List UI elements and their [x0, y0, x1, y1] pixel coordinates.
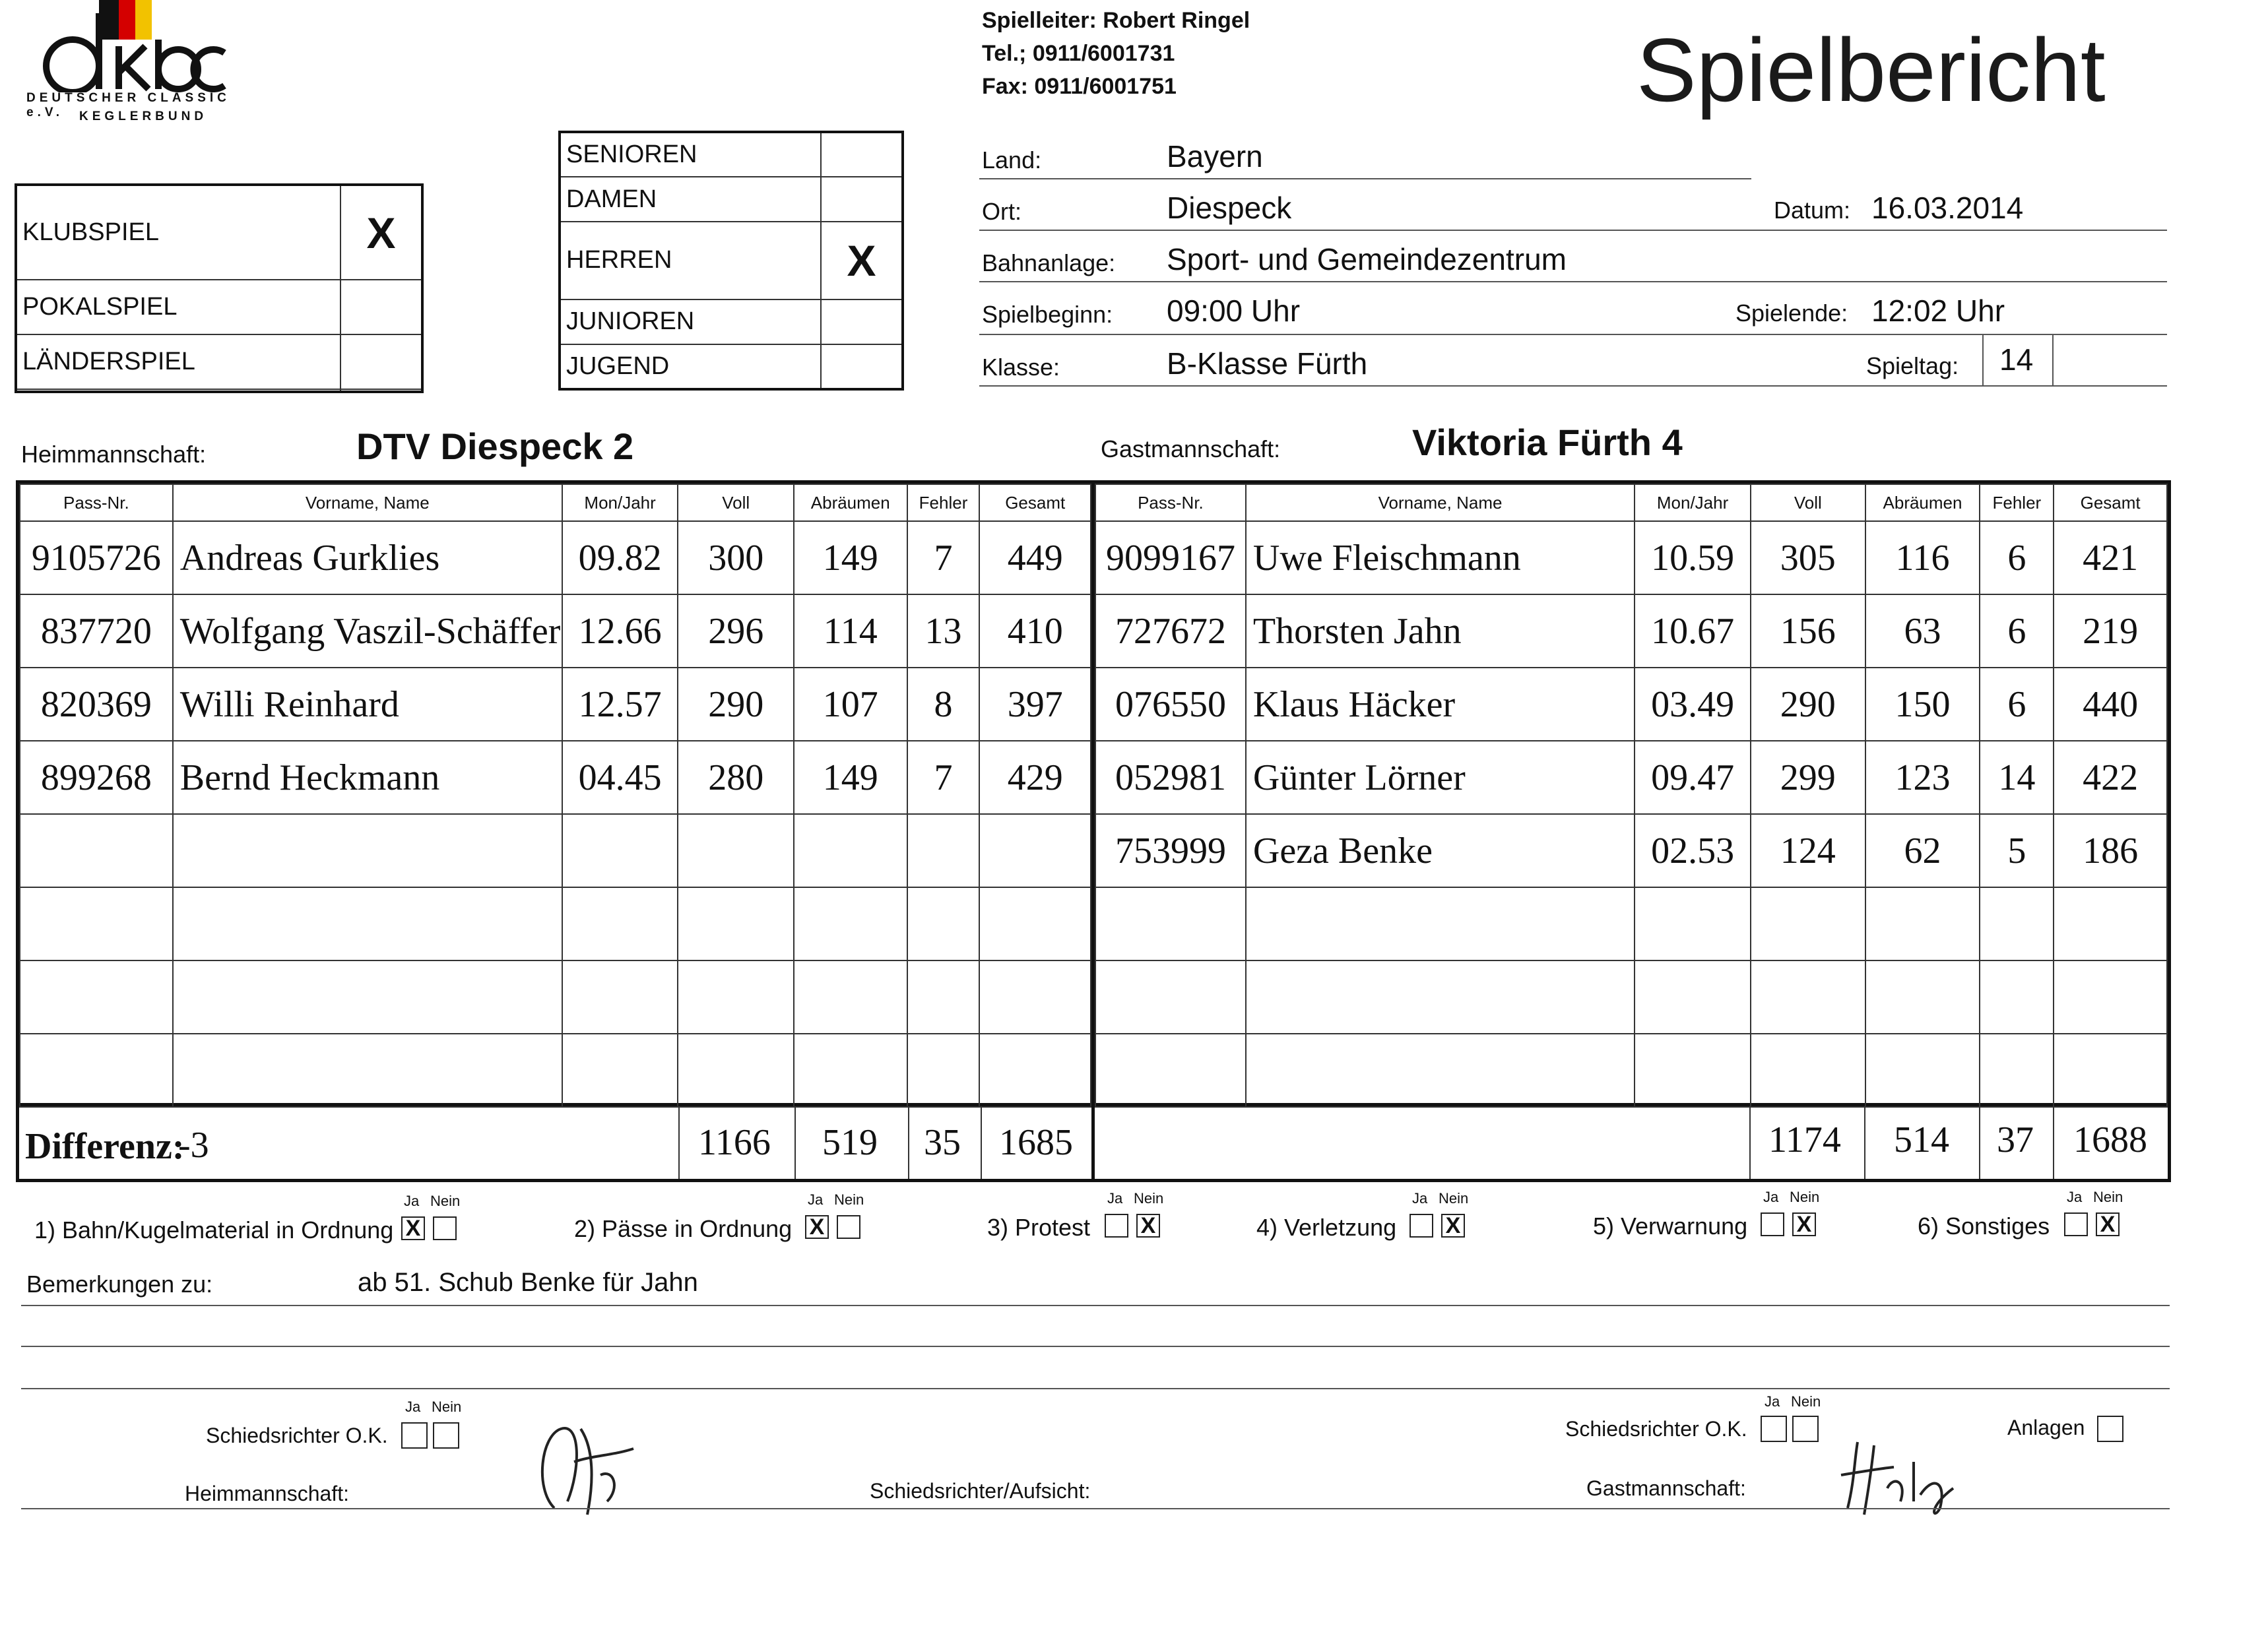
table-row-empty[interactable]	[20, 887, 1091, 960]
guest-score-table	[1095, 484, 2168, 1108]
nein-label: Nein	[834, 1191, 864, 1208]
empty-cell[interactable]	[20, 887, 173, 960]
pass-nr-cell[interactable]: 753999	[1095, 814, 1246, 887]
pass-nr-cell[interactable]: 820369	[20, 668, 173, 741]
col-abraeumen: Abräumen	[1865, 484, 1980, 521]
match-type-mark[interactable]	[340, 334, 421, 389]
mon-jahr-cell[interactable]: 04.45	[562, 741, 678, 814]
category-label: SENIOREN	[561, 133, 821, 177]
empty-cell[interactable]	[1865, 1034, 1980, 1107]
empty-cell[interactable]	[1635, 887, 1751, 960]
empty-cell[interactable]	[562, 1034, 678, 1107]
abraeumen-cell[interactable]: 107	[794, 668, 907, 741]
col-abraeumen: Abräumen	[794, 484, 907, 521]
guest-team-label: Gastmannschaft:	[1101, 435, 1281, 462]
empty-cell[interactable]	[678, 960, 793, 1034]
match-type-row[interactable]	[17, 280, 421, 334]
col-name: Vorname, Name	[1246, 484, 1635, 521]
gesamt-cell[interactable]: 219	[2054, 594, 2167, 668]
ja-checkbox[interactable]	[1761, 1212, 1784, 1236]
empty-cell[interactable]	[20, 1034, 173, 1107]
player-name-cell[interactable]: Thorsten Jahn	[1246, 594, 1635, 668]
klasse-label: Klasse:	[982, 354, 1060, 381]
abraeumen-cell[interactable]: 114	[794, 594, 907, 668]
ort-label: Ort:	[982, 198, 1021, 225]
klasse-value[interactable]: B-Klasse Fürth	[1167, 346, 1368, 381]
ja-label: Ja	[1765, 1393, 1780, 1410]
nein-label: Nein	[430, 1193, 461, 1209]
empty-cell[interactable]	[2054, 960, 2167, 1034]
table-row-empty[interactable]	[1095, 1034, 2167, 1107]
guest-header-row	[1095, 484, 2167, 521]
spieltag-value[interactable]: 14	[1999, 342, 2034, 377]
ja-label: Ja	[2067, 1189, 2083, 1205]
col-fehler: Fehler	[1980, 484, 2054, 521]
table-row[interactable]	[20, 521, 1091, 594]
empty-cell[interactable]	[1635, 1034, 1751, 1107]
voll-cell[interactable]: 124	[1751, 814, 1865, 887]
fax: Fax: 0911/6001751	[982, 74, 1177, 99]
check-item-3	[987, 1190, 1198, 1249]
fehler-cell[interactable]: 5	[1980, 814, 2054, 887]
empty-cell[interactable]	[794, 814, 907, 887]
nein-checkbox[interactable]	[433, 1422, 459, 1449]
pass-nr-cell[interactable]: 727672	[1095, 594, 1246, 668]
pass-nr-cell[interactable]: 837720	[20, 594, 173, 668]
table-row[interactable]	[1095, 521, 2167, 594]
empty-cell[interactable]	[979, 960, 1091, 1034]
ja-label: Ja	[405, 1399, 421, 1415]
empty-cell[interactable]	[562, 814, 678, 887]
totals-sep	[981, 1106, 982, 1179]
home-signature	[535, 1409, 640, 1521]
empty-cell[interactable]	[979, 887, 1091, 960]
player-name-cell[interactable]: Günter Lörner	[1246, 741, 1635, 814]
guest-total-voll[interactable]: 1174	[1768, 1119, 1841, 1160]
pass-nr-cell[interactable]: 052981	[1095, 741, 1246, 814]
empty-cell[interactable]	[1751, 887, 1865, 960]
spielende-label: Spielende:	[1735, 299, 1848, 327]
match-type-label	[17, 389, 340, 391]
abraeumen-cell[interactable]: 123	[1865, 741, 1980, 814]
totals-sep	[1749, 1106, 1751, 1179]
home-header-row	[20, 484, 1091, 521]
col-mon-jahr: Mon/Jahr	[562, 484, 678, 521]
signature-rule	[21, 1508, 2170, 1509]
home-table-wrap	[19, 484, 1091, 1108]
check-item-5	[1593, 1189, 1831, 1248]
empty-cell[interactable]	[907, 814, 980, 887]
nein-checkbox[interactable]: X	[1441, 1214, 1465, 1238]
empty-cell[interactable]	[562, 960, 678, 1034]
gesamt-cell[interactable]: 440	[2054, 668, 2167, 741]
fehler-cell[interactable]: 8	[907, 668, 980, 741]
category-row[interactable]	[561, 222, 901, 299]
empty-cell[interactable]	[678, 814, 793, 887]
differenz-value[interactable]: -3	[178, 1125, 209, 1166]
home-total-voll[interactable]: 1166	[698, 1122, 771, 1163]
spieltag-label: Spieltag:	[1866, 352, 1959, 379]
table-row[interactable]	[1095, 594, 2167, 668]
match-type-table	[17, 186, 421, 391]
player-name-cell[interactable]: Wolfgang Vaszil-Schäffer	[173, 594, 562, 668]
nein-checkbox[interactable]: X	[1136, 1214, 1160, 1238]
referee-sign-label: Schiedsrichter/Aufsicht:	[870, 1479, 1091, 1503]
table-row[interactable]	[1095, 741, 2167, 814]
gesamt-cell[interactable]: 429	[979, 741, 1091, 814]
col-voll: Voll	[678, 484, 793, 521]
datum-value[interactable]: 16.03.2014	[1871, 191, 2024, 225]
anlagen-checkbox[interactable]	[2097, 1416, 2123, 1442]
home-total-abraeumen[interactable]: 519	[822, 1122, 878, 1163]
check-label: 4) Verletzung	[1256, 1214, 1397, 1241]
referee-ok-label: Schiedsrichter O.K.	[1565, 1417, 1747, 1441]
bahnanlage-value[interactable]: Sport- und Gemeindezentrum	[1167, 242, 1567, 276]
remarks-text[interactable]: ab 51. Schub Benke für Jahn	[358, 1268, 698, 1297]
ja-label: Ja	[404, 1193, 420, 1209]
abraeumen-cell[interactable]: 116	[1865, 521, 1980, 594]
empty-cell[interactable]	[20, 960, 173, 1034]
check-label: 5) Verwarnung	[1593, 1212, 1748, 1240]
remarks-label: Bemerkungen zu:	[26, 1271, 213, 1298]
table-row-empty[interactable]	[1095, 887, 2167, 960]
empty-cell[interactable]	[1980, 1034, 2054, 1107]
table-row-empty[interactable]	[1095, 960, 2167, 1034]
ja-checkbox[interactable]: X	[805, 1215, 829, 1239]
gesamt-cell[interactable]: 422	[2054, 741, 2167, 814]
empty-cell[interactable]	[1751, 960, 1865, 1034]
ort-value[interactable]: Diespeck	[1167, 191, 1292, 225]
category-row[interactable]	[561, 133, 901, 177]
ja-label: Ja	[1412, 1190, 1428, 1207]
match-type-row[interactable]	[17, 389, 421, 391]
empty-cell[interactable]	[678, 1034, 793, 1107]
table-row-empty[interactable]	[20, 814, 1091, 887]
ja-checkbox[interactable]	[401, 1422, 428, 1449]
table-row[interactable]	[20, 741, 1091, 814]
land-rule	[979, 178, 1751, 179]
table-row-empty[interactable]	[20, 1034, 1091, 1107]
table-row[interactable]	[20, 594, 1091, 668]
abraeumen-cell[interactable]: 150	[1865, 668, 1980, 741]
empty-cell[interactable]	[1246, 960, 1635, 1034]
pass-nr-cell[interactable]: 899268	[20, 741, 173, 814]
empty-cell[interactable]	[173, 887, 562, 960]
empty-cell[interactable]	[907, 887, 980, 960]
fehler-cell[interactable]: 6	[1980, 521, 2054, 594]
empty-cell[interactable]	[907, 1034, 980, 1107]
nein-label: Nein	[1134, 1190, 1164, 1207]
anlagen-label: Anlagen	[2007, 1416, 2085, 1439]
voll-cell[interactable]: 296	[678, 594, 793, 668]
mon-jahr-cell[interactable]: 10.67	[1635, 594, 1751, 668]
mon-jahr-cell[interactable]: 12.57	[562, 668, 678, 741]
player-name-cell[interactable]: Bernd Heckmann	[173, 741, 562, 814]
totals-sep	[1864, 1106, 1865, 1179]
category-table	[561, 133, 901, 388]
match-type-row[interactable]	[17, 186, 421, 280]
col-pass-nr: Pass-Nr.	[1095, 484, 1246, 521]
voll-cell[interactable]: 156	[1751, 594, 1865, 668]
empty-cell[interactable]	[562, 887, 678, 960]
check-item-1	[34, 1193, 470, 1252]
totals-sep	[2053, 1106, 2054, 1179]
match-type-box	[15, 183, 424, 393]
spielbeginn-value[interactable]: 09:00 Uhr	[1167, 294, 1301, 328]
land-value[interactable]: Bayern	[1167, 139, 1263, 173]
empty-cell[interactable]	[979, 814, 1091, 887]
referee-ok-label: Schiedsrichter O.K.	[206, 1424, 388, 1447]
land-label: Land:	[982, 146, 1042, 173]
nein-label: Nein	[1791, 1393, 1821, 1410]
nein-label: Nein	[1439, 1190, 1469, 1207]
mon-jahr-cell[interactable]: 03.49	[1635, 668, 1751, 741]
voll-cell[interactable]: 290	[678, 668, 793, 741]
col-name: Vorname, Name	[173, 484, 562, 521]
spielende-value[interactable]: 12:02 Uhr	[1871, 294, 2005, 328]
remarks-rule	[21, 1346, 2170, 1347]
nein-label: Nein	[1790, 1189, 1820, 1205]
page-title: Spielbericht	[1636, 20, 2106, 120]
ja-checkbox[interactable]	[2064, 1212, 2088, 1236]
home-sign-label: Heimmannschaft:	[185, 1482, 349, 1505]
home-total-gesamt[interactable]: 1685	[999, 1122, 1073, 1163]
ja-checkbox[interactable]	[1105, 1214, 1128, 1238]
guest-total-gesamt[interactable]: 1688	[2073, 1119, 2147, 1160]
home-team-label: Heimmannschaft:	[21, 441, 207, 468]
guest-total-fehler[interactable]: 37	[1997, 1119, 2034, 1160]
check-label: 6) Sonstiges	[1918, 1212, 2050, 1240]
check-item-4	[1256, 1190, 1494, 1249]
totals-sep	[794, 1106, 796, 1179]
empty-cell[interactable]	[1865, 887, 1980, 960]
ja-label: Ja	[1107, 1190, 1123, 1207]
logo-text-top: DEUTSCHER CLASSIC e.V.	[26, 91, 230, 119]
category-mark[interactable]	[821, 177, 901, 222]
nein-label: Nein	[432, 1399, 462, 1415]
gesamt-cell[interactable]: 410	[979, 594, 1091, 668]
guest-sign-label: Gastmannschaft:	[1586, 1476, 1746, 1500]
match-type-label: POKALSPIEL	[17, 280, 340, 334]
ort-rule	[979, 230, 2167, 231]
empty-cell[interactable]	[1095, 1034, 1246, 1107]
pass-nr-cell[interactable]: 9105726	[20, 521, 173, 594]
empty-cell[interactable]	[2054, 887, 2167, 960]
col-gesamt: Gesamt	[979, 484, 1091, 521]
differenz-label: Differenz:	[25, 1126, 185, 1167]
empty-cell[interactable]	[173, 814, 562, 887]
category-mark[interactable]	[821, 344, 901, 388]
match-type-label: LÄNDERSPIEL	[17, 334, 340, 389]
home-total-fehler[interactable]: 35	[924, 1122, 961, 1163]
check-item-6	[1918, 1189, 2142, 1248]
empty-cell[interactable]	[20, 814, 173, 887]
datum-label: Datum:	[1774, 197, 1851, 224]
empty-cell[interactable]	[794, 960, 907, 1034]
home-team-name[interactable]: DTV Diespeck 2	[356, 425, 634, 467]
voll-cell[interactable]: 300	[678, 521, 793, 594]
logo-text-bottom: KEGLERBUND	[79, 110, 208, 123]
empty-cell[interactable]	[2054, 1034, 2167, 1107]
player-name-cell[interactable]: Uwe Fleischmann	[1246, 521, 1635, 594]
klasse-rule	[979, 385, 2167, 387]
empty-cell[interactable]	[1751, 1034, 1865, 1107]
empty-cell[interactable]	[173, 960, 562, 1034]
fehler-cell[interactable]: 6	[1980, 668, 2054, 741]
totals-sep	[908, 1106, 909, 1179]
dkbc-logo	[20, 0, 238, 125]
check-label: 3) Protest	[987, 1214, 1091, 1241]
dkbc-logo-mark	[20, 0, 238, 92]
gesamt-cell[interactable]: 186	[2054, 814, 2167, 887]
pass-nr-cell[interactable]: 076550	[1095, 668, 1246, 741]
mon-jahr-cell[interactable]: 09.82	[562, 521, 678, 594]
referee-ok-home	[206, 1399, 470, 1451]
check-item-2	[574, 1191, 871, 1251]
spielbeginn-label: Spielbeginn:	[982, 301, 1113, 328]
empty-cell[interactable]	[979, 1034, 1091, 1107]
table-row[interactable]	[1095, 814, 2167, 887]
guest-table-wrap	[1095, 484, 2168, 1108]
empty-cell[interactable]	[907, 960, 980, 1034]
table-row[interactable]	[1095, 668, 2167, 741]
empty-cell[interactable]	[173, 1034, 562, 1107]
totals-sep	[1979, 1106, 1980, 1179]
category-row[interactable]	[561, 177, 901, 222]
ja-checkbox[interactable]: X	[401, 1216, 425, 1240]
empty-cell[interactable]	[794, 1034, 907, 1107]
ja-checkbox[interactable]	[1409, 1214, 1433, 1238]
nein-checkbox[interactable]	[837, 1215, 860, 1239]
pass-nr-cell[interactable]: 9099167	[1095, 521, 1246, 594]
gesamt-cell[interactable]: 449	[979, 521, 1091, 594]
player-name-cell[interactable]: Andreas Gurklies	[173, 521, 562, 594]
col-gesamt: Gesamt	[2054, 484, 2167, 521]
voll-cell[interactable]: 280	[678, 741, 793, 814]
mon-jahr-cell[interactable]: 12.66	[562, 594, 678, 668]
empty-cell[interactable]	[1865, 960, 1980, 1034]
gesamt-cell[interactable]: 397	[979, 668, 1091, 741]
category-mark[interactable]	[821, 133, 901, 177]
nein-label: Nein	[2093, 1189, 2123, 1205]
ja-label: Ja	[808, 1191, 824, 1208]
col-pass-nr: Pass-Nr.	[20, 484, 173, 521]
empty-cell[interactable]	[1095, 960, 1246, 1034]
player-name-cell[interactable]: Geza Benke	[1246, 814, 1635, 887]
category-mark[interactable]: X	[821, 222, 901, 299]
abraeumen-cell[interactable]: 149	[794, 741, 907, 814]
abraeumen-cell[interactable]: 62	[1865, 814, 1980, 887]
mon-jahr-cell[interactable]: 09.47	[1635, 741, 1751, 814]
remarks-rule	[21, 1305, 2170, 1306]
voll-cell[interactable]: 299	[1751, 741, 1865, 814]
match-type-label: KLUBSPIEL	[17, 186, 340, 280]
mon-jahr-cell[interactable]: 10.59	[1635, 521, 1751, 594]
match-type-mark[interactable]	[340, 389, 421, 391]
category-mark[interactable]	[821, 299, 901, 344]
empty-cell[interactable]	[794, 887, 907, 960]
match-type-mark[interactable]	[340, 280, 421, 334]
empty-cell[interactable]	[1635, 960, 1751, 1034]
col-fehler: Fehler	[907, 484, 980, 521]
empty-cell[interactable]	[1246, 887, 1635, 960]
fehler-cell[interactable]: 7	[907, 521, 980, 594]
home-score-table	[19, 484, 1091, 1108]
category-label: JUGEND	[566, 352, 670, 380]
player-name-cell[interactable]: Klaus Häcker	[1246, 668, 1635, 741]
mon-jahr-cell[interactable]: 02.53	[1635, 814, 1751, 887]
voll-cell[interactable]: 305	[1751, 521, 1865, 594]
voll-cell[interactable]: 290	[1751, 668, 1865, 741]
category-label: HERREN	[561, 222, 821, 299]
empty-cell[interactable]	[1095, 887, 1246, 960]
spielleiter: Spielleiter: Robert Ringel	[982, 8, 1250, 33]
nein-checkbox[interactable]	[433, 1216, 457, 1240]
remarks-rule	[21, 1388, 2170, 1389]
empty-cell[interactable]	[1980, 887, 2054, 960]
abraeumen-cell[interactable]: 149	[794, 521, 907, 594]
empty-cell[interactable]	[1246, 1034, 1635, 1107]
tel: Tel.; 0911/6001731	[982, 41, 1175, 66]
col-voll: Voll	[1751, 484, 1865, 521]
bahnanlage-rule	[979, 281, 2167, 282]
category-row[interactable]	[561, 299, 901, 344]
nein-checkbox[interactable]: X	[2096, 1212, 2120, 1236]
category-row[interactable]	[561, 344, 901, 388]
table-row[interactable]	[20, 668, 1091, 741]
match-type-mark[interactable]: X	[340, 186, 421, 280]
category-label: JUNIOREN	[561, 299, 821, 344]
check-label: 1) Bahn/Kugelmaterial in Ordnung	[34, 1216, 394, 1243]
category-label: DAMEN	[561, 177, 821, 222]
match-type-row[interactable]	[17, 334, 421, 389]
nein-checkbox[interactable]: X	[1792, 1212, 1816, 1236]
col-mon-jahr: Mon/Jahr	[1635, 484, 1751, 521]
ja-label: Ja	[1763, 1189, 1779, 1205]
abraeumen-cell[interactable]: 63	[1865, 594, 1980, 668]
player-name-cell[interactable]: Willi Reinhard	[173, 668, 562, 741]
bahnanlage-label: Bahnanlage:	[982, 249, 1116, 276]
fehler-cell[interactable]: 6	[1980, 594, 2054, 668]
guest-team-name[interactable]: Viktoria Fürth 4	[1412, 422, 1683, 463]
check-label: 2) Pässe in Ordnung	[574, 1215, 793, 1242]
totals-sep	[678, 1106, 680, 1179]
gesamt-cell[interactable]: 421	[2054, 521, 2167, 594]
fehler-cell[interactable]: 13	[907, 594, 980, 668]
fehler-cell[interactable]: 14	[1980, 741, 2054, 814]
guest-total-abraeumen[interactable]: 514	[1894, 1119, 1949, 1160]
empty-cell[interactable]	[678, 887, 793, 960]
category-box	[558, 131, 904, 391]
nein-checkbox[interactable]	[1792, 1416, 1819, 1442]
referee-ok-guest	[1565, 1393, 1829, 1446]
table-row-empty[interactable]	[20, 960, 1091, 1034]
empty-cell[interactable]	[1980, 960, 2054, 1034]
fehler-cell[interactable]: 7	[907, 741, 980, 814]
ja-checkbox[interactable]	[1761, 1416, 1787, 1442]
